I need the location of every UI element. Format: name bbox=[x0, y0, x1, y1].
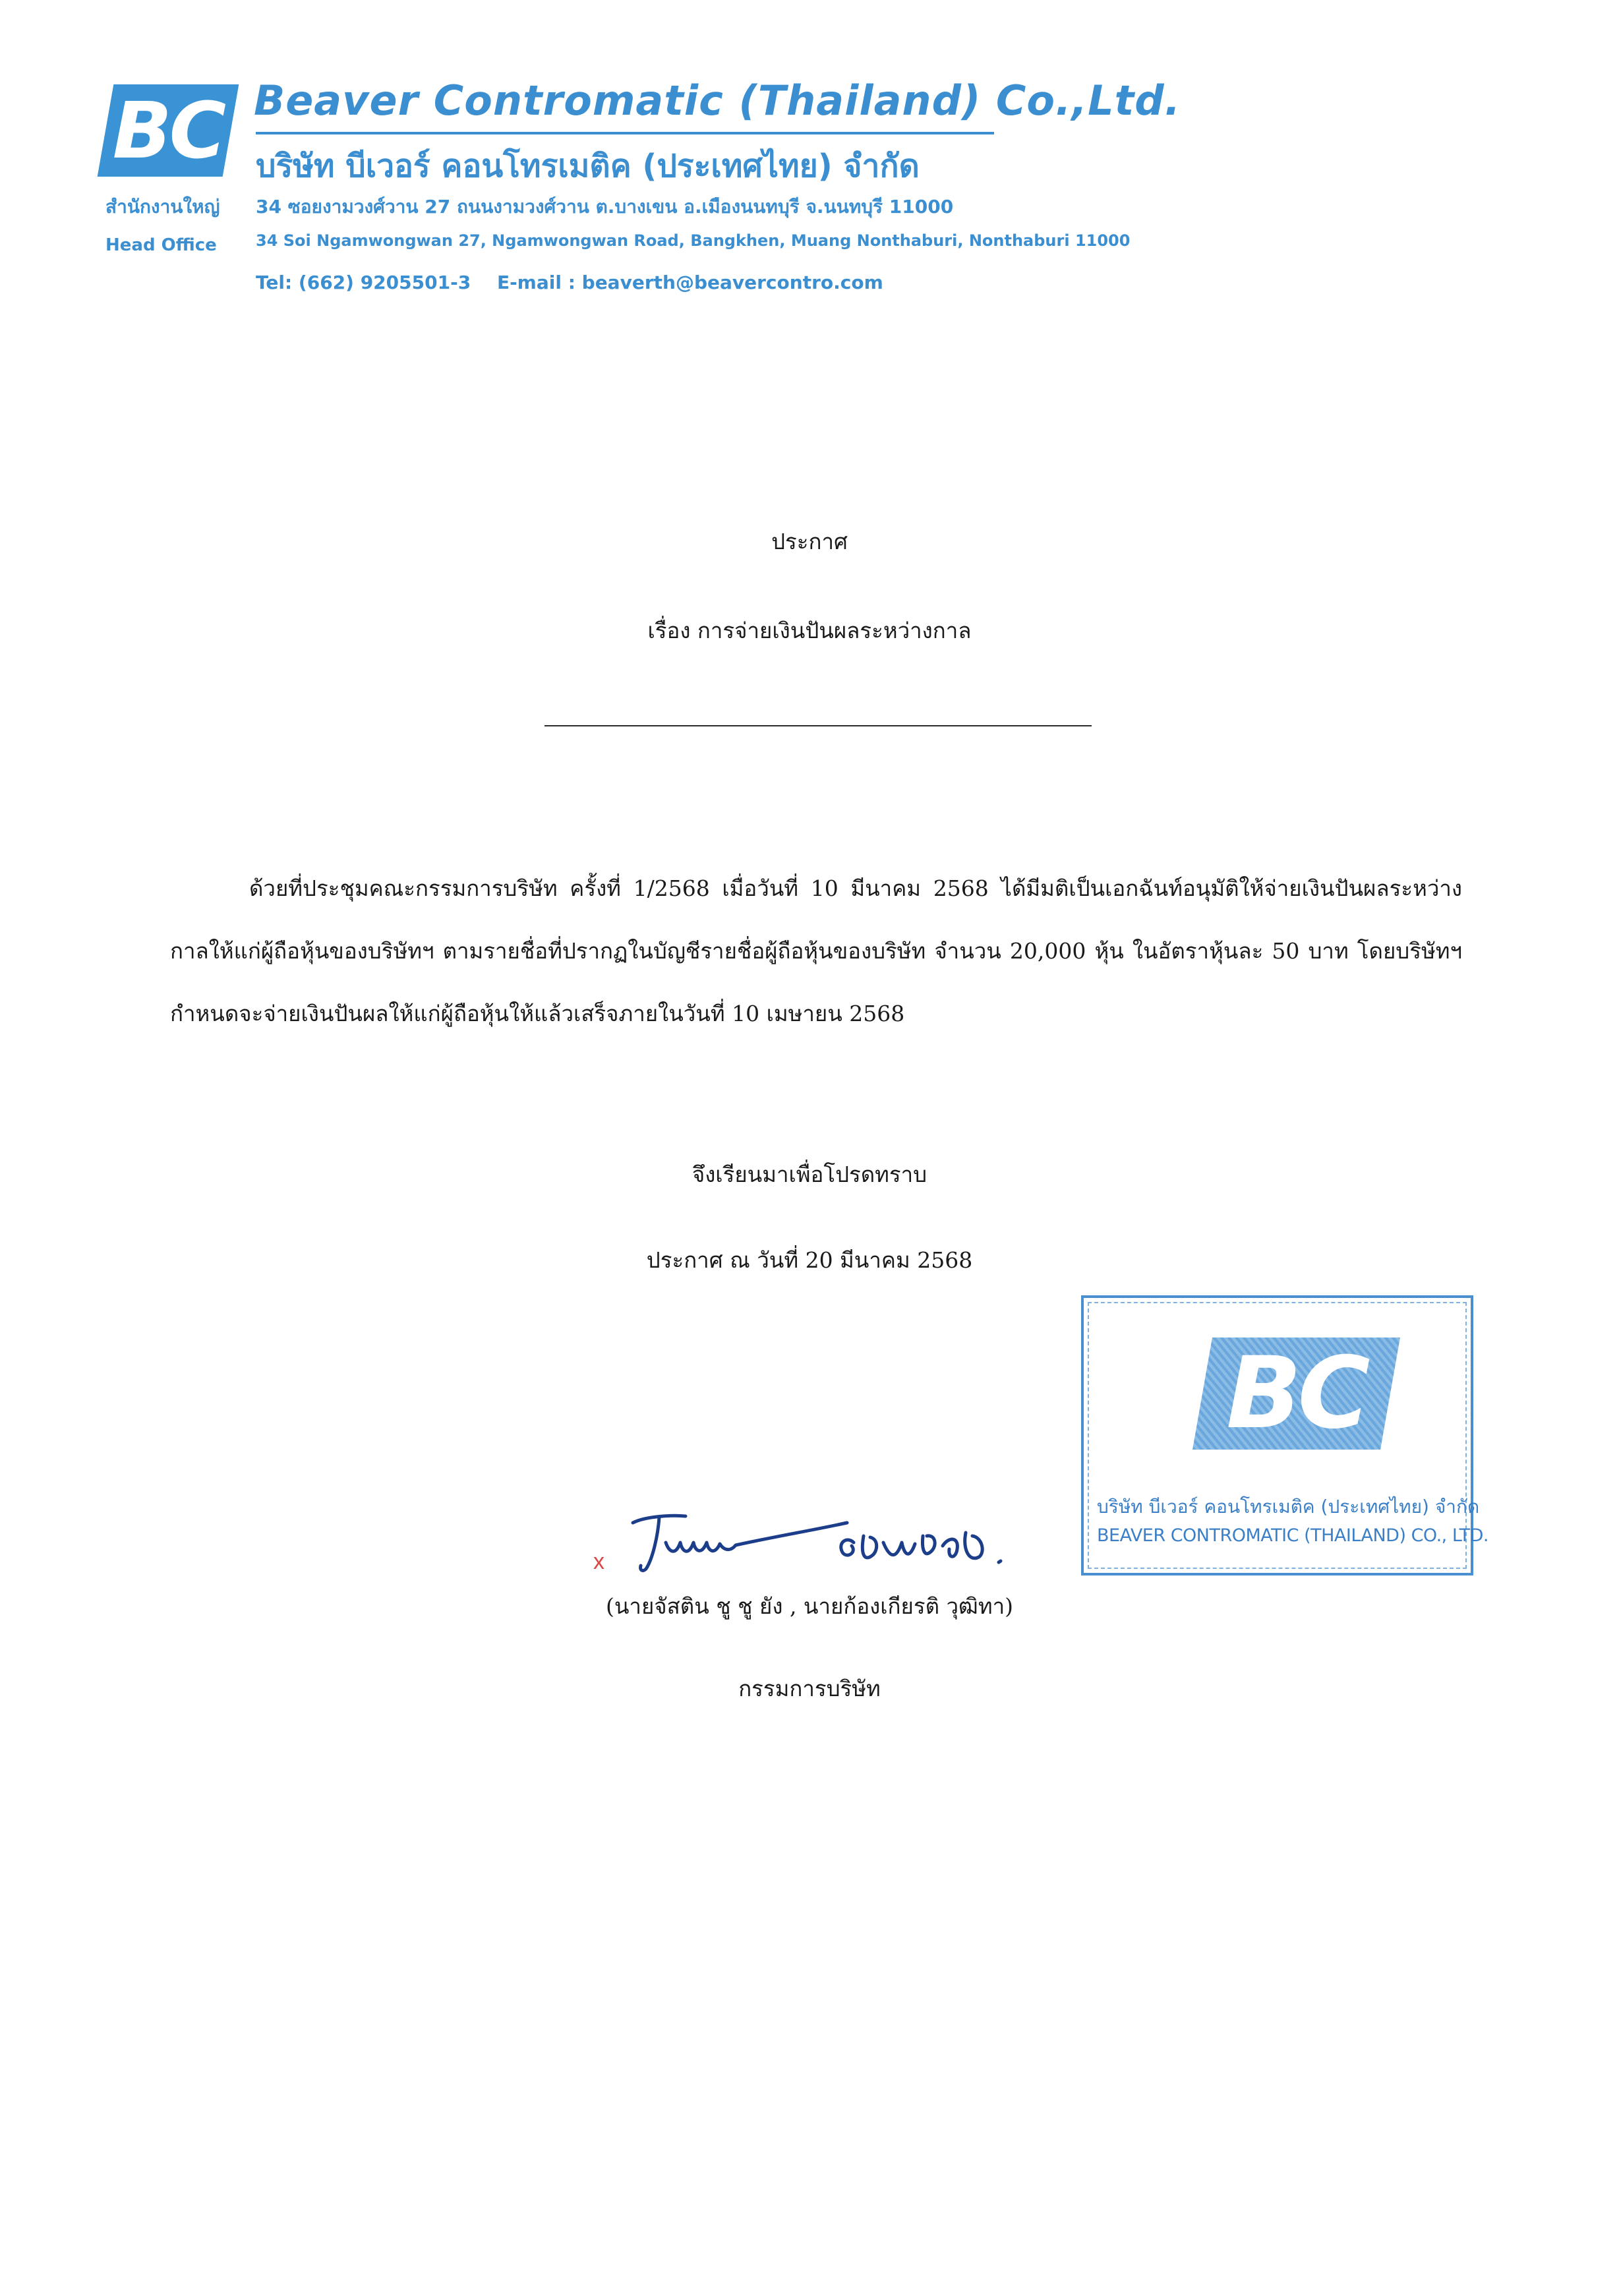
stamp-logo bbox=[1192, 1338, 1400, 1450]
title-divider bbox=[545, 725, 1092, 726]
telephone: Tel: (662) 9205501-3 bbox=[256, 272, 471, 293]
letterhead-rule bbox=[256, 132, 994, 134]
signature-2 bbox=[841, 1536, 877, 1558]
logo-text: BC bbox=[112, 85, 224, 176]
head-office-label-th: สำนักงานใหญ่ bbox=[105, 196, 220, 218]
company-name-th: บริษัท บีเวอร์ คอนโทรเมติค (ประเทศไทย) จำกัด bbox=[256, 148, 920, 185]
stamp-company-th: บริษัท บีเวอร์ คอนโทรเมติค (ประเทศไทย) จำกัด bbox=[1097, 1496, 1480, 1517]
email: E-mail : beaverth@beavercontro.com bbox=[496, 272, 883, 293]
signature-mark: x bbox=[593, 1549, 604, 1574]
announcement-title: ประกาศ bbox=[771, 529, 848, 554]
address-en: 34 Soi Ngamwongwan 27, Ngamwongwan Road, Bangkhen, Muang Nonthaburi, Nonthaburi 11000 bbox=[256, 231, 1131, 250]
company-stamp bbox=[1081, 1295, 1489, 1575]
signatory-role: กรรมการบริษัท bbox=[738, 1676, 881, 1701]
head-office-label-en: Head Office bbox=[105, 235, 217, 255]
signature-1 bbox=[633, 1516, 686, 1570]
announcement-body: ด้วยที่ประชุมคณะกรรมการบริษัท ครั้งที่ 1/2568 เมื่อวันที่ 10 มีนาคม 2568 ได้มีมติเป็นเอกฉันท์อนุมัติให้จ่ายเงินปันผลระหว่างกาลให้แก่ผู้ถือหุ้นของบริษัทฯ ตามรายชื่อที่ปรากฏในบัญชีรายชื่อผู้ถือหุ้นของบริษัท จำนวน 20,000 หุ้น ในอัตราหุ้นละ 50 บาท โดยบริษัทฯ กำหนดจะจ่ายเงินปันผลให้แก่ผู้ถือหุ้นให้แล้วเสร็จภายในวันที่ 10 เมษายน 2568 bbox=[170, 875, 1462, 1026]
handwritten-signatures bbox=[620, 1496, 1028, 1582]
announcement-date: ประกาศ ณ วันที่ 20 มีนาคม 2568 bbox=[646, 1247, 973, 1273]
signatory-names: (นายจัสติน ชู ชู ยัง , นายก้องเกียรติ วุฒิทา) bbox=[605, 1593, 1014, 1619]
company-name-en: Beaver Contromatic (Thailand) Co.,Ltd. bbox=[254, 76, 1181, 125]
address-th: 34 ซอยงามวงศ์วาน 27 ถนนงามวงศ์วาน ต.บางเขน อ.เมืองนนทบุรี จ.นนทบุรี 11000 bbox=[256, 196, 954, 218]
closing-line: จึงเรียนมาเพื่อโปรดทราบ bbox=[692, 1162, 927, 1187]
announcement-subject: เรื่อง การจ่ายเงินปันผลระหว่างกาล bbox=[647, 618, 972, 643]
stamp-company-en: BEAVER CONTROMATIC (THAILAND) CO., LTD. bbox=[1097, 1525, 1489, 1546]
company-logo bbox=[98, 84, 239, 177]
stamp-logo-text: BC bbox=[1226, 1336, 1367, 1451]
contact-line bbox=[256, 272, 903, 293]
